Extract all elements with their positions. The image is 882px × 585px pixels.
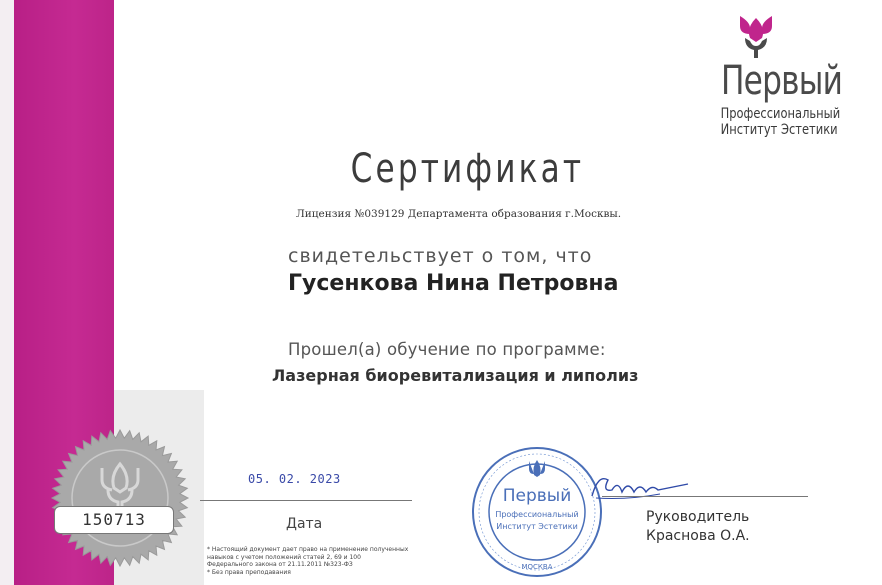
stamp-city: МОСКВА — [521, 563, 553, 571]
fine-print — [207, 546, 417, 576]
logo-subtitle — [720, 106, 841, 138]
flower-logo-icon — [736, 14, 776, 58]
stamp-line2: Институт Эстетики — [496, 522, 578, 531]
fine-print-line2: навыков с учетом положений статей 2, 69 и 100 — [207, 553, 361, 561]
left-margin-strip — [0, 0, 14, 585]
stamp-title: Первый — [502, 486, 572, 506]
fine-print-line4: * Без права преподавания — [207, 568, 291, 576]
silver-seal-icon — [50, 428, 190, 568]
certificate-title: Сертификат — [350, 146, 585, 192]
date-label: Дата — [286, 516, 323, 532]
signatory-block — [646, 508, 750, 546]
license-text: Лицензия №039129 Департамента образования г.Москвы. — [296, 208, 622, 220]
institute-logo — [708, 14, 848, 154]
fine-print-line1: * Настоящий документ дает право на применение полученных — [207, 546, 409, 553]
signature-line — [602, 496, 808, 497]
signatory-role: Руководитель — [646, 509, 750, 525]
signatory-name: Краснова О.А. — [646, 528, 750, 544]
logo-title: Первый — [721, 58, 843, 104]
institute-stamp — [470, 445, 604, 579]
logo-subtitle-line2: Институт Эстетики — [720, 122, 838, 138]
date-value: 05. 02. 2023 — [248, 472, 341, 486]
date-underline — [200, 500, 412, 501]
fine-print-line3: Федерального закона от 21.11.2011 №323-ФЗ — [207, 561, 353, 568]
signature-mark — [588, 470, 708, 504]
completed-text: Прошел(а) обучение по программе: — [288, 340, 606, 359]
recipient-name: Гусенкова Нина Петровна — [288, 271, 619, 296]
certifies-text: свидетельствует о том, что — [288, 245, 593, 267]
logo-subtitle-line1: Профессиональный — [720, 106, 841, 122]
program-name: Лазерная биоревитализация и липолиз — [272, 366, 639, 385]
serial-number-box: 150713 — [54, 506, 174, 534]
stamp-line1: Профессиональный — [495, 510, 579, 519]
